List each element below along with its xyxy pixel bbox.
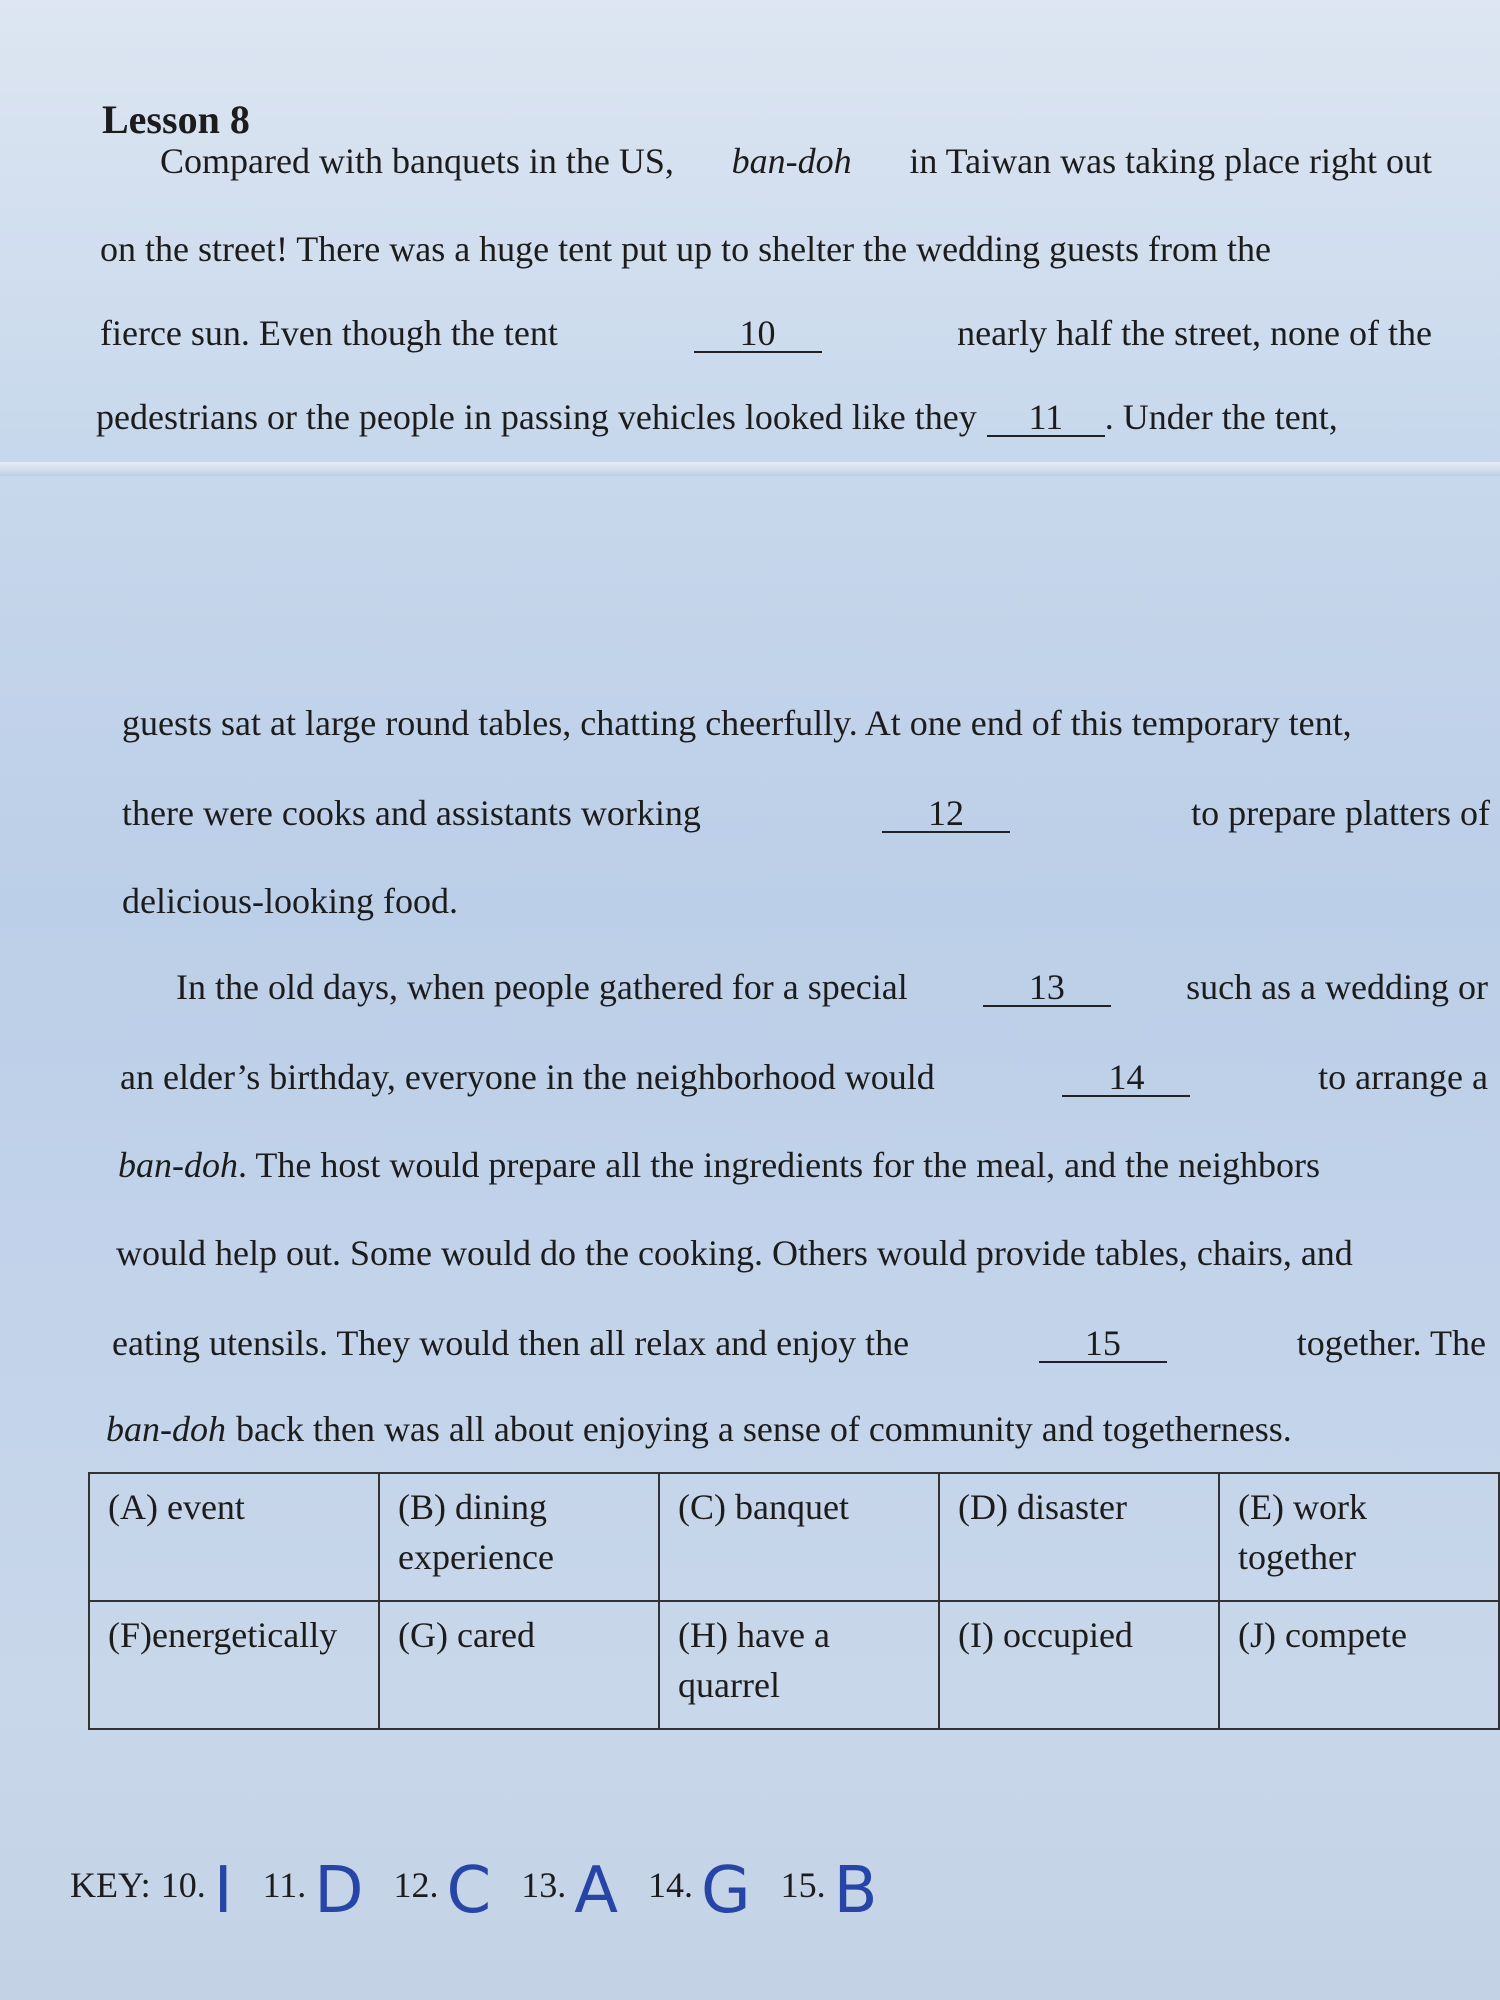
handwritten-answer: B	[833, 1854, 878, 1928]
text: . Under the tent,	[1104, 397, 1338, 437]
text: there were cooks and assistants working	[122, 793, 701, 833]
italic-term: ban-doh	[106, 1409, 226, 1449]
blank-15: 15	[1039, 1325, 1167, 1363]
text: would help out. Some would do the cooking. Others would provide tables, chairs, and	[116, 1233, 1353, 1273]
text: such as a wedding or	[1186, 967, 1488, 1007]
text: to prepare platters of	[1191, 793, 1490, 833]
passage-line-7	[122, 880, 722, 922]
text: an elder’s birthday, everyone in the neighborhood would	[120, 1057, 935, 1097]
text: together. The	[1296, 1323, 1486, 1363]
option-cell: (I) occupied	[939, 1601, 1219, 1729]
table-row	[89, 1601, 1499, 1729]
text: fierce sun. Even though the tent	[100, 313, 558, 353]
text: Compared with banquets in the US,	[160, 141, 674, 181]
option-cell: (E) work together	[1219, 1473, 1499, 1601]
text: delicious-looking food.	[122, 881, 458, 921]
option-cell: (C) banquet	[659, 1473, 939, 1601]
text: . The host would prepare all the ingredients for the meal, and the neighbors	[238, 1145, 1321, 1185]
blank-13: 13	[983, 969, 1111, 1007]
text: guests sat at large round tables, chatting cheerfully. At one end of this temporary tent,	[122, 703, 1352, 743]
word-bank-table	[88, 1472, 1500, 1730]
text: In the old days, when people gathered for a special	[176, 967, 908, 1007]
text: pedestrians or the people in passing vehicles looked like they	[96, 397, 977, 437]
passage-line-6	[122, 792, 1490, 834]
passage-line-4	[96, 396, 1436, 438]
passage-line-8	[176, 966, 1488, 1008]
passage-line-13	[106, 1408, 1446, 1450]
blank-14: 14	[1062, 1059, 1190, 1097]
key-number: 13.	[521, 1865, 567, 1905]
text: on the street! There was a huge tent put up to shelter the wedding guests from the	[100, 229, 1272, 269]
answer-key	[70, 1840, 1170, 1930]
blank-12: 12	[882, 795, 1010, 833]
lesson-title: Lesson 8	[102, 97, 250, 142]
passage-line-3	[100, 312, 1432, 354]
key-number: 15.	[780, 1865, 826, 1905]
key-number: 12.	[393, 1865, 439, 1905]
key-number: 11.	[262, 1865, 307, 1905]
table-row	[89, 1473, 1499, 1601]
option-cell: (H) have a quarrel	[659, 1601, 939, 1729]
passage-line-11	[116, 1232, 1486, 1274]
handwritten-answer: I	[213, 1854, 233, 1928]
italic-term: ban-doh	[731, 141, 852, 181]
passage-line-12	[112, 1322, 1486, 1364]
key-number: 14.	[647, 1865, 693, 1905]
option-cell: (J) compete	[1219, 1601, 1499, 1729]
key-number: 10.	[160, 1865, 206, 1905]
option-cell: (F)energetically	[89, 1601, 379, 1729]
handwritten-answer: G	[700, 1854, 751, 1928]
text: back then was all about enjoying a sense of community and togetherness.	[236, 1409, 1292, 1449]
handwritten-answer: D	[314, 1854, 364, 1928]
option-cell: (A) event	[89, 1473, 379, 1601]
text: to arrange a	[1318, 1057, 1488, 1097]
passage-line-5	[122, 702, 1490, 744]
key-label: KEY:	[70, 1865, 151, 1905]
passage-line-10	[118, 1144, 1488, 1186]
handwritten-answer: C	[446, 1854, 492, 1928]
option-cell: (D) disaster	[939, 1473, 1219, 1601]
blank-11: 11	[987, 399, 1105, 437]
option-cell: (B) dining experience	[379, 1473, 659, 1601]
blank-10: 10	[694, 315, 822, 353]
text: in Taiwan was taking place right out	[909, 141, 1432, 181]
option-cell: (G) cared	[379, 1601, 659, 1729]
handwritten-answer: A	[574, 1854, 618, 1928]
italic-term: ban-doh	[118, 1145, 238, 1185]
passage-line-1	[160, 140, 1432, 182]
text: eating utensils. They would then all relax and enjoy the	[112, 1323, 910, 1363]
passage-line-2	[100, 228, 1432, 270]
text: nearly half the street, none of the	[957, 313, 1432, 353]
passage-line-9	[120, 1056, 1488, 1098]
